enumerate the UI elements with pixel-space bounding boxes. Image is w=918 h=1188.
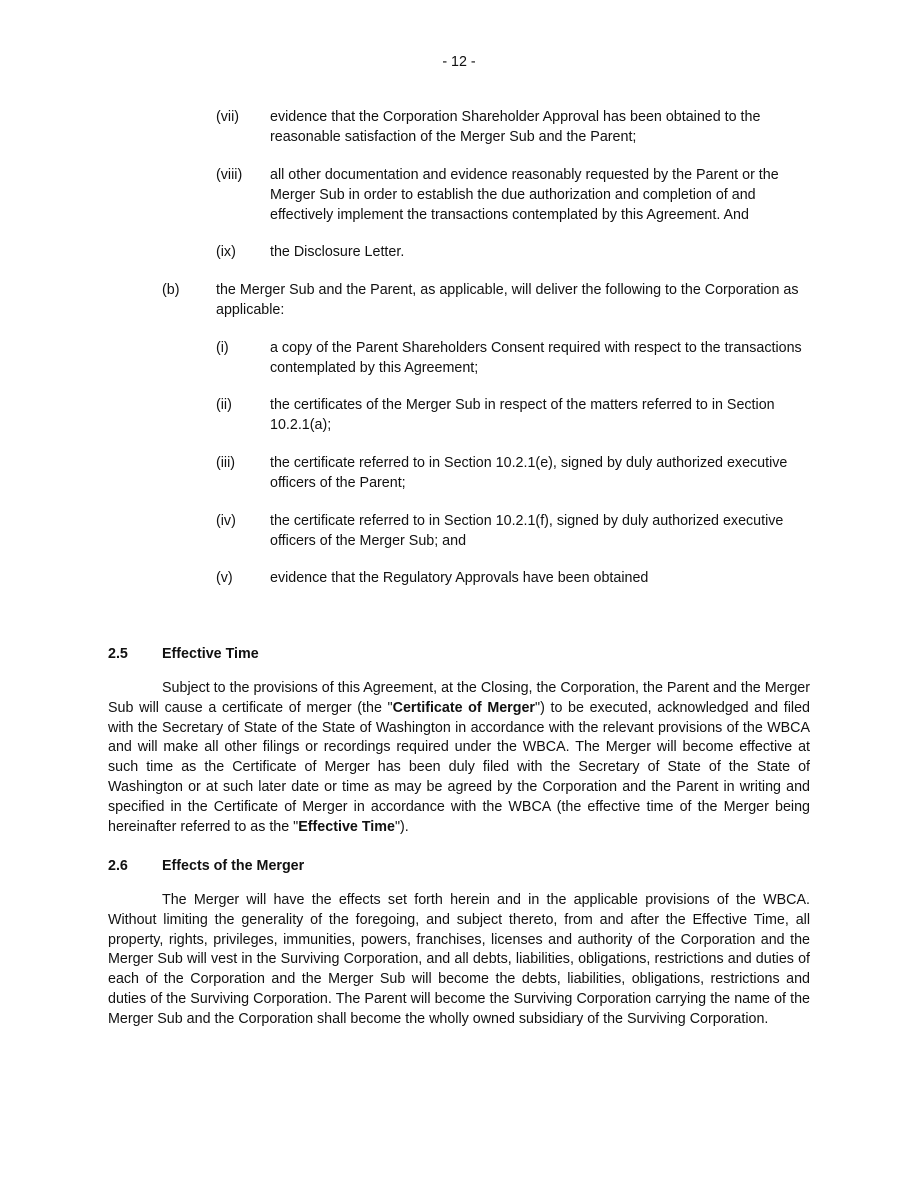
list-item-text: evidence that the Corporation Shareholder Approval has been obtained to the reasonable satisfaction of the Merger Sub and the Parent; (270, 109, 761, 145)
list-item-text: the certificate referred to in Section 10.2.1(f), signed by duly authorized executive officers of the Merger Sub; and (270, 513, 784, 549)
list-item-label: (viii) (216, 167, 243, 183)
section-number: 2.5 (108, 646, 128, 662)
list-item-text: the certificate referred to in Section 10.2.1(e), signed by duly authorized executive officers of the Parent; (270, 455, 788, 491)
subsection-label: (b) (162, 282, 180, 298)
section-number: 2.6 (108, 858, 128, 874)
list-item-label: (ix) (216, 244, 236, 260)
list-item-label: (v) (216, 570, 233, 586)
section-paragraph: The Merger will have the effects set forth herein and in the applicable provisions of the WBCA. Without limiting the generality of the foregoing, and subject thereto, from and after the Effective Time, all property, rights, privileges, immunities, powers, franchises, licenses and authority of the Corporation and the Merger Sub will vest in the Surviving Corporation, and all debts, liabilities, obligations, restrictions and duties of each of the Corporation and the Merger Sub will become the debts, liabilities, obligations, restrictions and duties of the Surviving Corporation. The Parent will become the Surviving Corporation carrying the name of the Merger Sub and the Corporation shall become the wholly owned subsidiary of the Surviving Corporation. (108, 892, 810, 1027)
defined-term: Certificate of Merger (392, 699, 535, 716)
section-title: Effects of the Merger (162, 858, 305, 874)
defined-term: Effective Time (298, 818, 395, 835)
page-number: - 12 - (442, 54, 476, 70)
list-item-label: (ii) (216, 397, 232, 413)
section-paragraph: Subject to the provisions of this Agreement, at the Closing, the Corporation, the Parent and the Merger Sub will cause a certificate of merger (the "Certificate of Merger") to be executed, acknowledged and filed with the Secretary of State of the State of Washington in accordance with the relevant provisions of the WBCA and will make all other filings or recordings required under the WBCA. The Merger will become effective at such time as the Certificate of Merger has been duly filed with the Secretary of State of the State of Washington or at such later date or time as may be agreed by the Corporation and the Parent in writing and specified in the Certificate of Merger in accordance with the WBCA (the effective time of the Merger being hereinafter referred to as the "Effective Time"). (108, 680, 810, 835)
list-item-label: (vii) (216, 109, 240, 125)
list-item-text: the Disclosure Letter. (270, 244, 405, 260)
list-item-text: all other documentation and evidence reasonably requested by the Parent or the Merger Sub in order to establish the due authorization and completion of and effectively implement the transactions contemplated by this Agreement. And (270, 167, 779, 223)
list-item-label: (iv) (216, 513, 236, 529)
section-title: Effective Time (162, 646, 259, 662)
list-item-text: a copy of the Parent Shareholders Consent required with respect to the transactions contemplated by this Agreement; (270, 340, 802, 376)
list-item-label: (iii) (216, 455, 236, 471)
list-item-text: evidence that the Regulatory Approvals have been obtained (270, 570, 649, 586)
list-item-label: (i) (216, 340, 229, 356)
list-item-text: the certificates of the Merger Sub in respect of the matters referred to in Section 10.2.1(a); (270, 397, 775, 433)
subsection-text: the Merger Sub and the Parent, as applicable, will deliver the following to the Corporation as applicable: (216, 282, 799, 318)
